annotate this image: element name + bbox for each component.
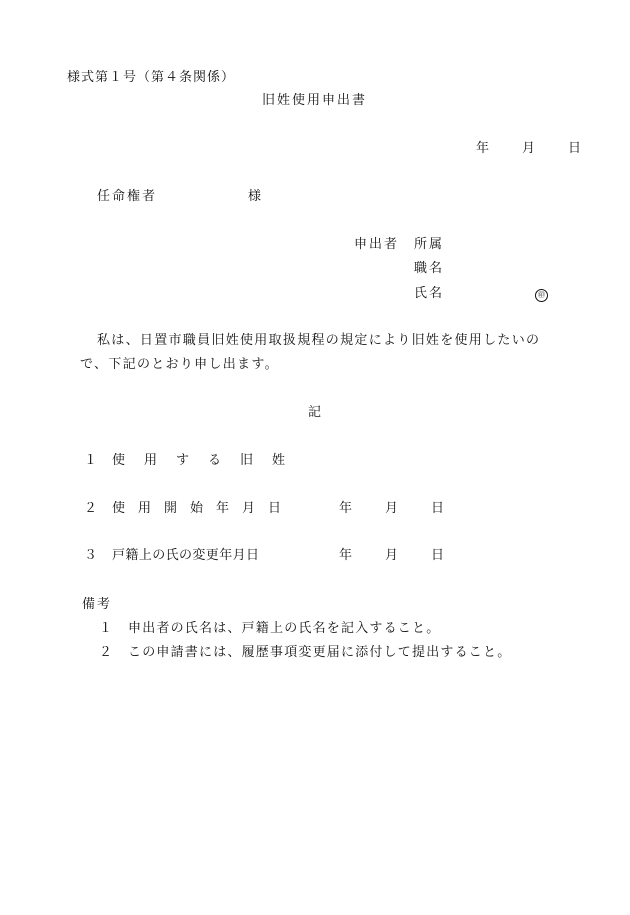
item-number-3: ３	[84, 548, 99, 563]
item-label-1: 使 用 す る 旧 姓	[112, 453, 289, 468]
item-value-3: 年 月 日	[339, 548, 455, 563]
applicant-field-affiliation: 所属	[414, 237, 445, 252]
applicant-field-position: 職名	[414, 261, 445, 276]
form-number: 様式第１号（第４条関係）	[67, 70, 236, 85]
seal-mark: ㊞	[535, 289, 548, 302]
notes-heading: 備考	[82, 597, 113, 612]
note-text-2: この申請書には、履歴事項変更届に添付して提出すること。	[128, 645, 512, 660]
seal-icon	[535, 286, 548, 302]
body-text-line-2: で、下記のとおり申し出ます。	[80, 357, 279, 372]
item-label-2: 使 用 開 始 年 月 日	[112, 501, 282, 516]
ki-heading: 記	[308, 405, 323, 420]
body-text-line-1: 私は、日置市職員旧姓使用取扱規程の規定により旧姓を使用したいの	[97, 333, 541, 348]
item-number-1: １	[84, 453, 99, 468]
document-title: 旧姓使用申出書	[262, 93, 368, 108]
addressee-label: 任命権者	[97, 189, 158, 204]
item-value-2: 年 月 日	[339, 501, 455, 516]
note-number-1: １	[99, 621, 114, 636]
item-label-3: 戸籍上の氏の変更年月日	[112, 548, 260, 563]
applicant-field-name: 氏名	[414, 286, 445, 301]
item-number-2: ２	[84, 501, 99, 516]
applicant-label: 申出者	[354, 237, 400, 252]
note-text-1: 申出者の氏名は、戸籍上の氏名を記入すること。	[128, 621, 441, 636]
addressee-honorific: 様	[248, 189, 263, 204]
date-line: 年 月 日	[476, 141, 592, 156]
note-number-2: ２	[99, 645, 114, 660]
